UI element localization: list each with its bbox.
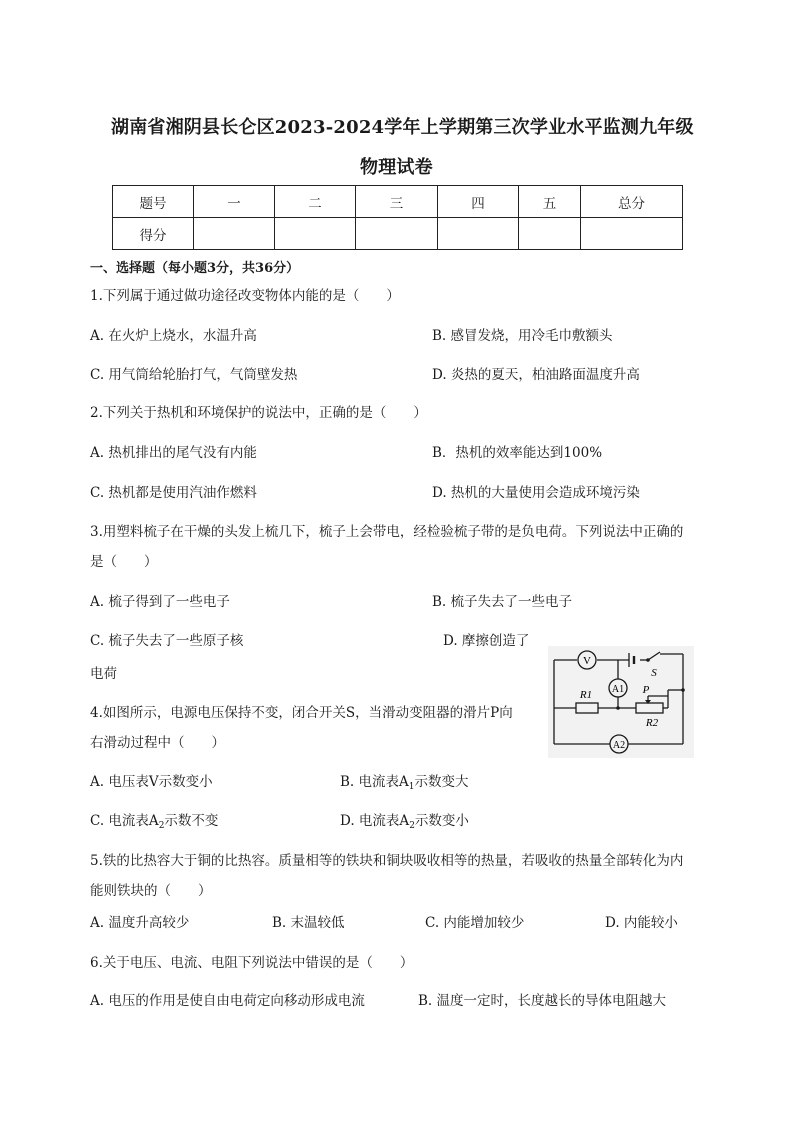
ammeter2-label: A2: [612, 740, 626, 751]
q5-option-a: A. 温度升高较少: [90, 915, 190, 931]
r1-label: R1: [579, 689, 593, 701]
score-cell[interactable]: [356, 218, 438, 250]
score-header-cell: 四: [438, 186, 519, 218]
exam-title-line1: 湖南省湘阴县长仑区2023-2024学年上学期第三次学业水平监测九年级: [111, 117, 694, 138]
exam-title-line2: 物理试卷: [360, 157, 433, 178]
score-header-cell: 二: [275, 186, 356, 218]
score-table-header-row: [113, 186, 683, 218]
q4-option-c: [90, 811, 218, 833]
ammeter1-label: A1: [611, 684, 625, 695]
q4-option-c-sub: 2: [158, 821, 165, 831]
q5-stem-line1: 5.铁的比热容大于铜的比热容。质量相等的铁块和铜块吸收相等的热量，若吸收的热量全部转化为内: [90, 853, 684, 869]
q4-option-a: A. 电压表V示数变小: [90, 774, 213, 790]
section-heading: 一、选择题（每小题3分，共36分）: [90, 261, 300, 276]
q2-stem: 2.下列关于热机和环境保护的说法中，正确的是（ ）: [90, 405, 427, 421]
voltmeter-label: V: [583, 655, 591, 667]
q5-option-b: B. 末温较低: [272, 915, 345, 931]
q4-option-b-sub: 1: [408, 782, 415, 792]
score-cell[interactable]: [194, 218, 275, 250]
score-header-cell: 题号: [113, 186, 194, 218]
q4-option-d: [340, 811, 469, 833]
q2-option-d: D. 热机的大量使用会造成环境污染: [432, 485, 640, 501]
q3-stem-line1: 3.用塑料梳子在干燥的头发上梳几下，梳子上会带电，经检验梳子带的是负电荷。下列说法中正确的: [90, 524, 684, 540]
q2-option-c: C. 热机都是使用汽油作燃料: [90, 485, 257, 501]
score-header-cell: 一: [194, 186, 275, 218]
score-cell[interactable]: [581, 218, 683, 250]
score-header-cell: 三: [356, 186, 438, 218]
q4-option-c-text: C. 电流表A: [90, 813, 159, 829]
q3-option-c: C. 梳子失去了一些原子核: [90, 633, 244, 649]
q4-option-b: [340, 772, 469, 794]
q4-stem-line2: 右滑动过程中（ ）: [90, 735, 225, 751]
q6-stem: 6.关于电压、电流、电阻下列说法中错误的是（ ）: [90, 955, 414, 971]
q5-stem-line2: 能则铁块的（ ）: [90, 883, 212, 899]
score-cell[interactable]: [438, 218, 519, 250]
score-table: [112, 185, 683, 250]
score-row-label: 得分: [113, 218, 194, 250]
q3-option-d-line1: D. 摩擦创造了: [443, 633, 530, 649]
q4-option-c-tail: 示数不变: [164, 813, 219, 829]
q6-option-a: A. 电压的作用是使自由电荷定向移动形成电流: [90, 993, 365, 1009]
q3-stem-line2: 是（ ）: [90, 554, 158, 570]
q3-option-b: B. 梳子失去了一些电子: [432, 594, 573, 610]
r2-label: R2: [645, 717, 659, 729]
q4-option-d-text: D. 电流表A: [340, 813, 410, 829]
q4-stem-line1: 4.如图所示，电源电压保持不变，闭合开关S，当滑动变阻器的滑片P向: [90, 705, 513, 721]
q3-option-a: A. 梳子得到了一些电子: [90, 594, 230, 610]
q1-stem: 1.下列属于通过做功途径改变物体内能的是（ ）: [90, 288, 400, 304]
score-cell[interactable]: [519, 218, 581, 250]
q4-option-b-tail: 示数变大: [414, 774, 469, 790]
q1-option-a: A. 在火炉上烧水，水温升高: [90, 328, 257, 344]
score-header-cell: 总分: [581, 186, 683, 218]
score-header-cell: 五: [519, 186, 581, 218]
q5-option-d: D. 内能较小: [605, 915, 678, 931]
q3-option-d-line2: 电荷: [90, 666, 117, 682]
q2-option-a: A. 热机排出的尾气没有内能: [90, 445, 257, 461]
q5-option-c: C. 内能增加较少: [425, 915, 525, 931]
q6-option-b: B. 温度一定时，长度越长的导体电阻越大: [418, 993, 667, 1009]
circuit-diagram: [548, 646, 694, 758]
q1-option-b: B. 感冒发烧，用冷毛巾敷额头: [432, 328, 613, 344]
q4-option-b-text: B. 电流表A: [340, 774, 409, 790]
score-table-score-row: [113, 218, 683, 250]
q4-option-d-sub: 2: [409, 821, 415, 831]
q1-option-d: D. 炎热的夏天，柏油路面温度升高: [432, 367, 640, 383]
switch-label: S: [651, 667, 657, 679]
score-cell[interactable]: [275, 218, 356, 250]
q2-option-b: B．热机的效率能达到100%: [432, 445, 603, 461]
q4-option-d-tail: 示数变小: [414, 813, 469, 829]
q1-option-c: C. 用气筒给轮胎打气，气筒壁发热: [90, 367, 298, 383]
slider-label: P: [642, 684, 650, 696]
